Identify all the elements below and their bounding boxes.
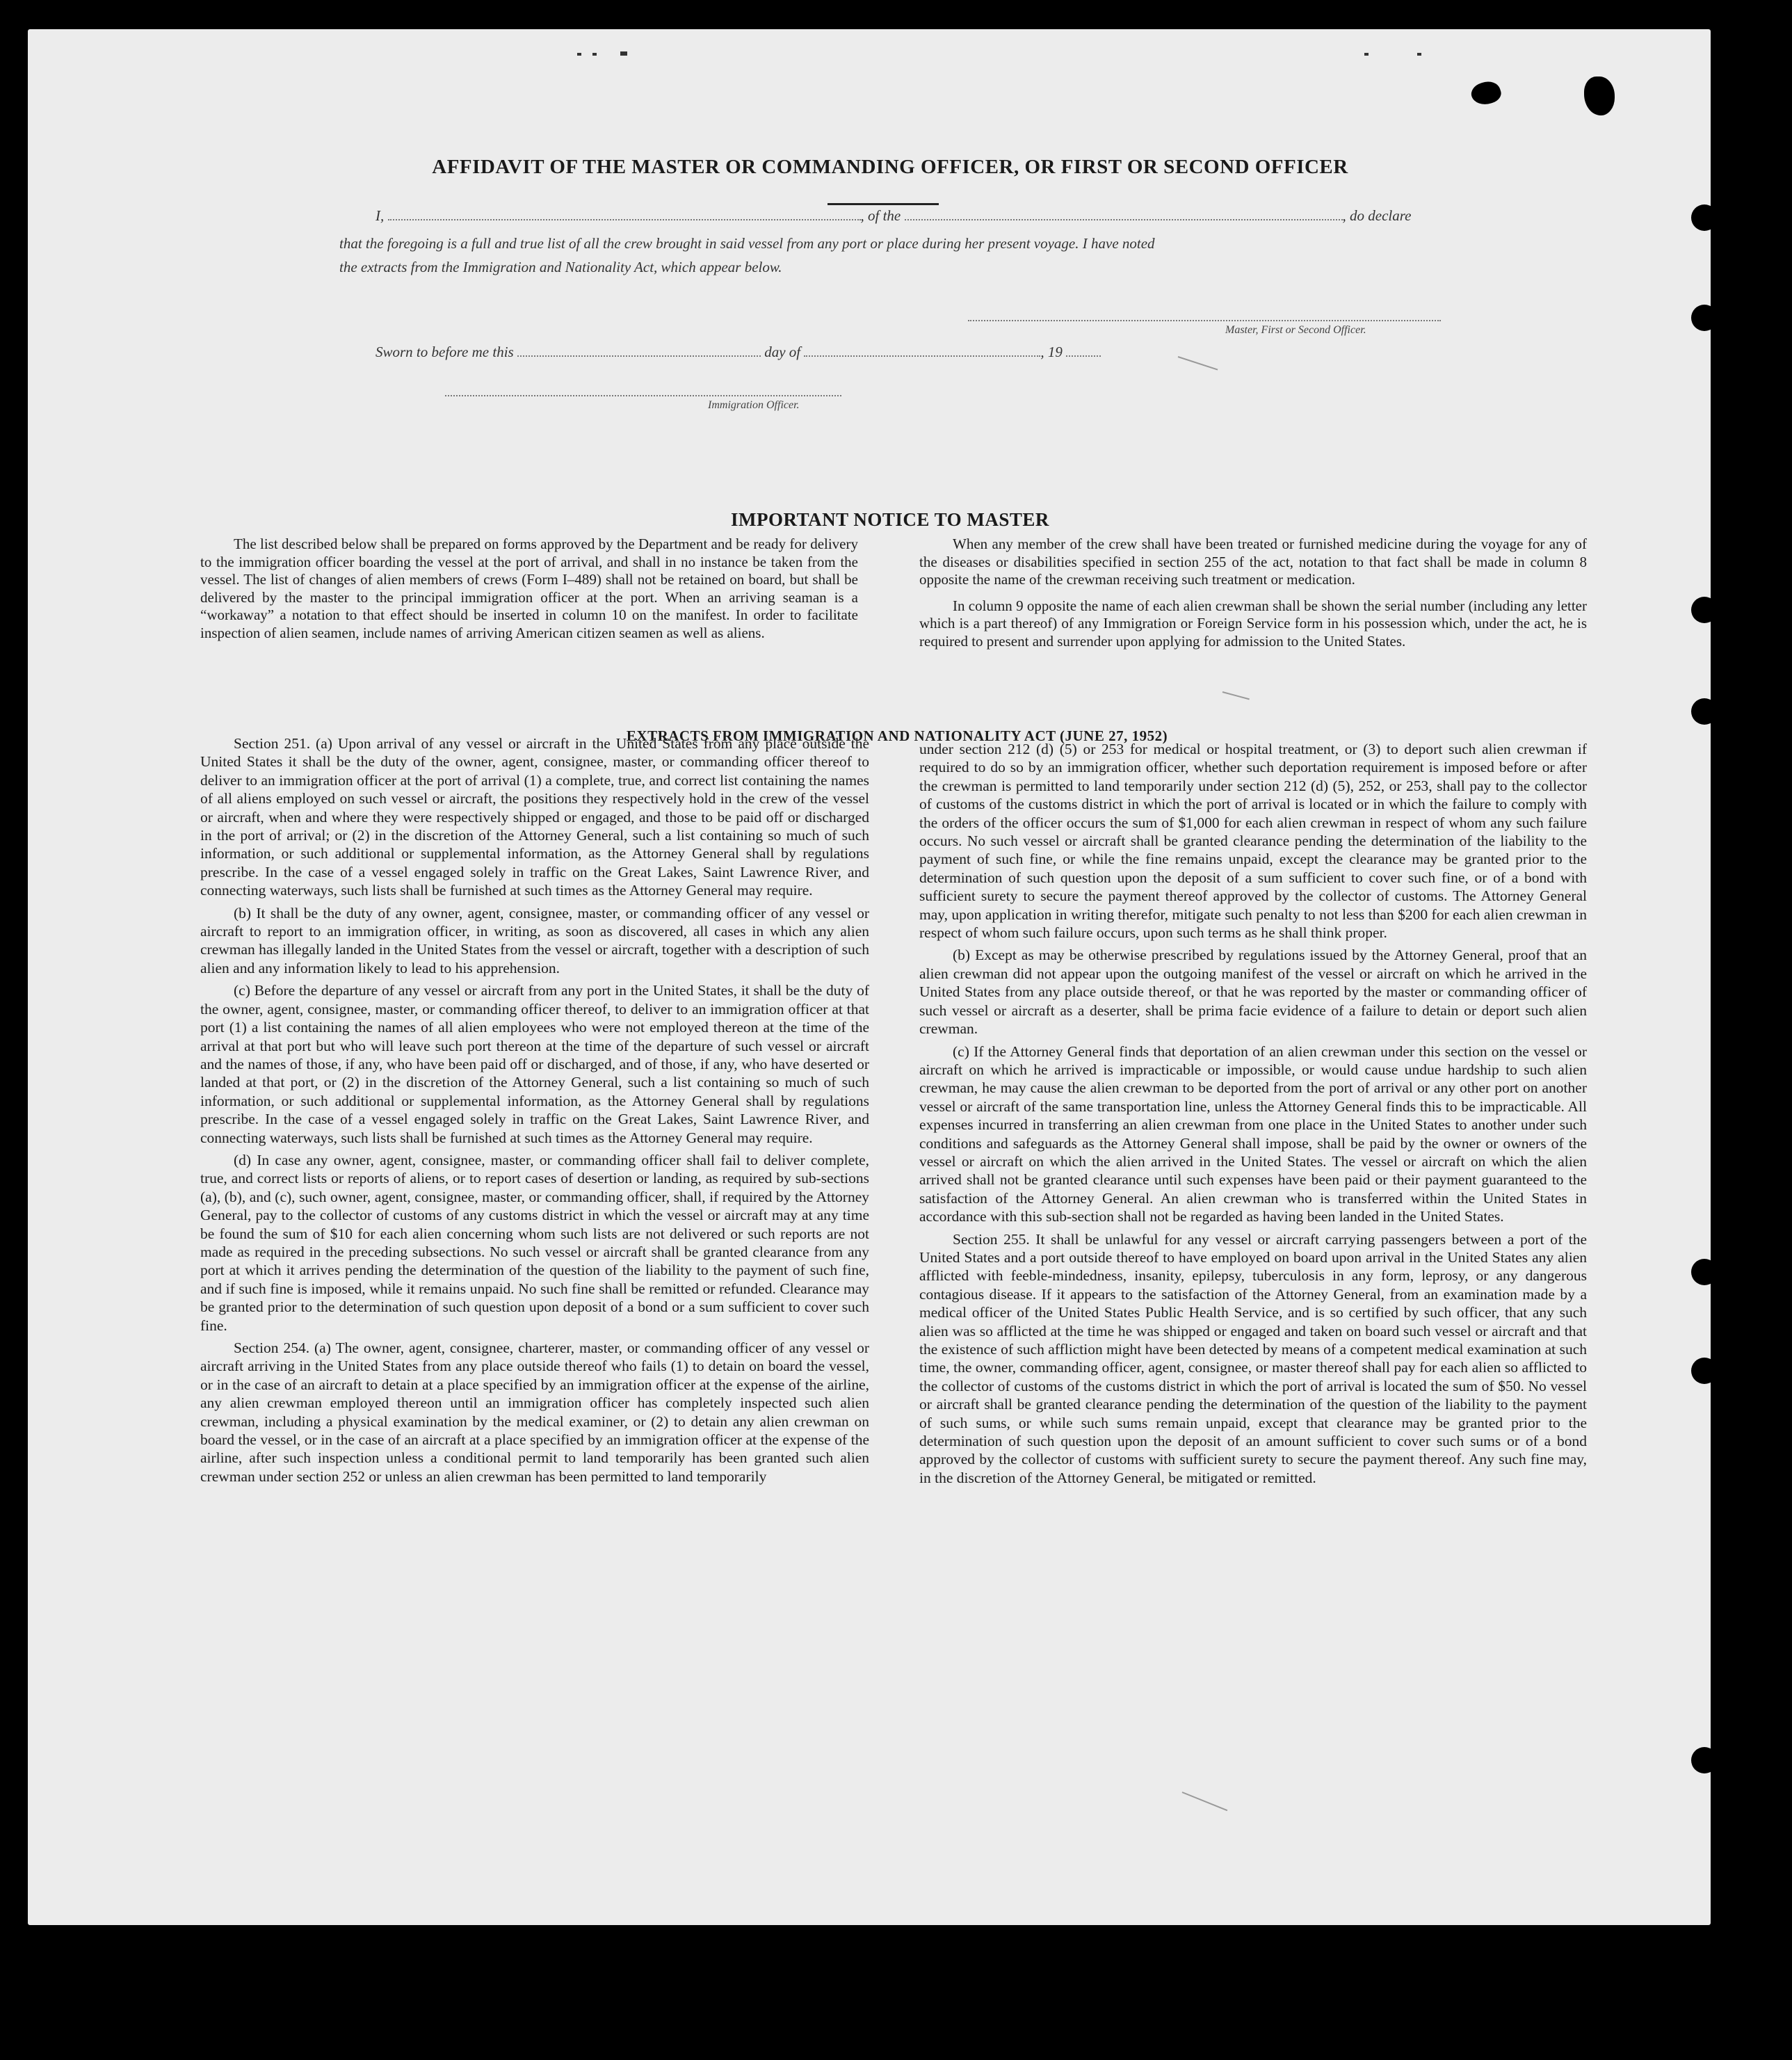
- notice-title: IMPORTANT NOTICE TO MASTER: [731, 509, 1049, 530]
- title-divider: [828, 203, 939, 205]
- notice-paragraph: The list described below shall be prepared on forms approved by the Department and be ready for delivery to the immigration officer boarding the vessel at the port of arrival, and shall in no instance be taken from the vessel. The list of changes of alien members of crews (Form I–489) shall not be retained on board, but shall be delivered by the master to the principal immigration officer at the port. When an arriving seaman is a “workaway” a notation to that effect should be inserted in column 10 on the manifest. In order to facilitate inspection of alien seamen, include names of arriving American citizen seamen as well as aliens.: [200, 536, 858, 641]
- notice-left-column: [200, 536, 858, 646]
- notice-right-column: [919, 536, 1587, 654]
- scan-mark: [1364, 53, 1369, 56]
- master-signature-caption: Master, First or Second Officer.: [1225, 324, 1366, 336]
- extract-paragraph: Section 251. (a) Upon arrival of any vessel or aircraft in the United States from any place outside the United States it shall be the duty of the owner, agent, consignee, master, or commanding officer thereof to deliver to an immigration officer at the port of arrival (1) a complete, true, and correct list containing the names of all aliens employed on such vessel or aircraft, the positions they respectively hold in the crew of the vessel or aircraft, when and where they were respectively shipped or engaged, and those to be paid off or discharged in the port of arrival; or (2) in the discretion of the Attorney General, such a list containing so much of such information, or such additional or supplemental information, as the Attorney General shall by regulations prescribe. In the case of a vessel engaged solely in traffic on the Great Lakes, Saint Lawrence River, and connecting waterways, such lists shall be furnished at such times as the Attorney General may require.: [200, 735, 869, 899]
- punch-hole: [1691, 1358, 1711, 1384]
- sworn-label: Sworn to before me this: [376, 344, 514, 360]
- extracts-left-column: [200, 734, 869, 1490]
- ink-blot: [1469, 78, 1503, 108]
- notice-paragraph: When any member of the crew shall have been treated or furnished medicine during the voyage for any of the diseases or disabilities specified in section 255 of the act, notation to that fact shall be made in column 8 opposite the name of the crewman receiving such treatment or medication.: [919, 536, 1587, 588]
- year-label: , 19: [1040, 344, 1063, 360]
- scan-scratch: [1222, 691, 1250, 700]
- scan-mark: [592, 53, 597, 56]
- master-signature-line: [968, 320, 1441, 321]
- punch-hole: [1691, 204, 1711, 231]
- extracts-right-column: [919, 740, 1587, 1491]
- sworn-month-blank: [804, 344, 1040, 357]
- scan-mark: [577, 53, 581, 56]
- extracts-title: EXTRACTS FROM IMMIGRATION AND NATIONALITY ACT (JUNE 27, 1952): [626, 727, 1168, 744]
- punch-hole: [1691, 597, 1711, 623]
- scan-mark: [1417, 53, 1421, 56]
- extract-paragraph: (b) It shall be the duty of any owner, agent, consignee, master, or commanding officer of any vessel or aircraft to report to an immigration officer, in writing, as soon as discovered, all cases in which any alien crewman has illegally landed in the United States from the vessel or aircraft, together with a description of such alien and any information likely to lead to his apprehension.: [200, 904, 869, 976]
- affidavit-declaration-line: [376, 207, 1411, 225]
- scan-scratch: [1178, 356, 1218, 370]
- punch-hole: [1691, 698, 1711, 725]
- name-blank: [388, 208, 861, 220]
- affidavit-of-the-label: , of the: [860, 207, 901, 224]
- sworn-year-blank: [1066, 344, 1101, 357]
- sworn-line: [376, 344, 1101, 361]
- scanned-document-page: [28, 29, 1711, 1925]
- scan-scratch: [1182, 1792, 1228, 1811]
- extract-paragraph: (c) If the Attorney General finds that deportation of an alien crewman under this section on the vessel or aircraft on which he arrived is impracticable or impossible, or would cause undue hardship to such alien crewman, he may cause the alien crewman to be deported from the port of arrival or any other port on another vessel or aircraft of the same transportation line, unless the Attorney General finds this to be impracticable. All expenses incurred in transferring an alien crewman from one place in the United States to another under such conditions and safeguards as the Attorney General shall impose, shall be paid by the owner or owners of the vessel or aircraft on which the alien arrived in the United States. The vessel or aircraft on which the alien arrived shall not be granted clearance until such expenses have been paid or their payment guaranteed to the satisfaction of the Attorney General. An alien crewman who is transferred within the United States in accordance with this sub-section shall not be regarded as having been landed in the United States.: [919, 1043, 1587, 1225]
- ink-blot: [1584, 77, 1615, 115]
- extract-paragraph: Section 255. It shall be unlawful for any vessel or aircraft carrying passengers between a port of the United States and a port outside thereof to have employed on board upon arrival in the United States any alien afflicted with feeble-mindedness, insanity, epilepsy, tuberculosis in any form, leprosy, or any dangerous contagious disease. If it appears to the satisfaction of the Attorney General, from an examination made by a medical officer of the United States Public Health Service, and is so certified by such officer, that any such alien was so afflicted at the time he was shipped or engaged and taken on board such vessel or aircraft and that the existence of such affliction might have been detected by means of a competent medical examination at such time, the owner, commanding officer, agent, consignee, or master thereof shall pay for each alien so afflicted to the collector of customs of the customs district in which the port of arrival is located the sum of $50. No vessel or aircraft shall be granted clearance pending the determination of the question of the liability to the payment of such sums, or while such sums remain unpaid, except that clearance may be granted prior to the determination of such question upon the deposit of an amount sufficient to cover such sums or of a bond approved by the collector of customs with sufficient surety to secure the payment thereof. Any such fine may, in the discretion of the Attorney General, be mitigated or remitted.: [919, 1230, 1587, 1486]
- extract-paragraph: (b) Except as may be otherwise prescribed by regulations issued by the Attorney General, proof that an alien crewman did not appear upon the outgoing manifest of the vessel or aircraft on which he arrived in the United States from any place outside thereof, or that he was reported by the master or commanding officer of such vessel or aircraft as a deserter, shall be prima facie evidence of a failure to detain or deport such alien crewman.: [919, 947, 1587, 1038]
- extract-paragraph: (c) Before the departure of any vessel or aircraft from any port in the United States, it shall be the duty of the owner, agent, consignee, master, or commanding officer thereof, to deliver to an immigration officer at that port (1) a list containing the names of all alien employees who were not employed thereon at the time of the arrival at that port but who will leave such port thereon at the time of the departure of such vessel or aircraft and the names of those, if any, who have been paid off or discharged, and of those, if any, who have deserted or landed at that port, or (2) in the discretion of the Attorney General, such a list containing so much of such information, or such additional or supplemental information, as the Attorney General shall by regulations prescribe. In the case of a vessel engaged solely in traffic on the Great Lakes, Saint Lawrence River, and connecting waterways, such lists shall be furnished at such times as the Attorney General may require.: [200, 982, 869, 1146]
- affidavit-i-label: I,: [376, 207, 385, 224]
- affidavit-statement-line: that the foregoing is a full and true list of all the crew brought in said vessel from any port or place during her present voyage. I have noted: [339, 235, 1155, 252]
- affidavit-title: AFFIDAVIT OF THE MASTER OR COMMANDING OFFICER, OR FIRST OR SECOND OFFICER: [432, 156, 1348, 178]
- vessel-blank: [905, 208, 1343, 220]
- day-of-label: day of: [764, 344, 801, 360]
- sworn-day-blank: [517, 344, 761, 357]
- scan-mark: [620, 51, 627, 56]
- punch-hole: [1691, 1259, 1711, 1285]
- affidavit-do-declare-label: , do declare: [1342, 207, 1412, 224]
- extract-paragraph: under section 212 (d) (5) or 253 for medical or hospital treatment, or (3) to deport such alien crewman if required to do so by an immigration officer, whether such deportation requirement is imposed before or after the crewman is permitted to land temporarily under section 212 (d) (5), 252, or 253, shall pay to the collector of customs of the customs district in which the port of arrival is located or in which the failure to comply with the orders of the officer occurs the sum of $1,000 for each alien crewman in respect of whom any such failure occurs. No such vessel or aircraft shall be granted clearance pending the determination of the liability to the payment of such fine, or while the fine remains unpaid, except the clearance may be granted prior to the determination of such question upon the deposit of a sum sufficient to cover such fine, or of a bond with sufficient surety to secure the payment thereof approved by the collector of customs. The Attorney General may, upon application in writing therefor, mitigate such penalty to not less than $200 for each alien crewman in respect of whom such failure occurs, upon such terms as he shall think proper.: [919, 741, 1587, 942]
- punch-hole: [1691, 305, 1711, 331]
- officer-signature-caption: Immigration Officer.: [708, 399, 800, 411]
- officer-signature-line: [445, 395, 841, 396]
- extract-paragraph: Section 254. (a) The owner, agent, consignee, charterer, master, or commanding officer of any vessel or aircraft arriving in the United States from any place outside thereof who fails (1) to detain on board the vessel, or in the case of an aircraft to detain at a place specified by an immigration officer at the expense of the airline, any alien crewman employed thereon until an immigration officer has completely inspected such alien crewman, including a physical examination by the medical examiner, or (2) to detain any alien crewman on board the vessel, or in the case of an aircraft at a place specified by an immigration officer at the expense of the airline, after such inspection unless a conditional permit to land temporarily has been granted such alien crewman under section 252 or unless an alien crewman has been permitted to land temporarily: [200, 1339, 869, 1485]
- affidavit-statement-line-2: the extracts from the Immigration and Nationality Act, which appear below.: [339, 259, 782, 275]
- extract-paragraph: (d) In case any owner, agent, consignee, master, or commanding officer shall fail to deliver complete, true, and correct lists or reports of aliens, or to report cases of desertion or landing, as required by sub-sections (a), (b), and (c), such owner, agent, consignee, master, or commanding officer, shall, if required by the Attorney General, pay to the collector of customs of any customs district in which the vessel or aircraft may at any time be found the sum of $10 for each alien concerning whom such lists are not delivered or such reports are not made as required in the preceding subsections. No such vessel or aircraft shall be granted clearance from any port at which it arrives pending the determination of the question of the liability to the payment of such fine, and if such fine is imposed, while it remains unpaid. No such fine shall be remitted or refunded. Clearance may be granted prior to the determination of such question upon deposit of a bond or a sum sufficient to cover such fine.: [200, 1151, 869, 1334]
- notice-paragraph: In column 9 opposite the name of each alien crewman shall be shown the serial number (including any letter which is a part thereof) of any Immigration or Foreign Service form in his possession which, under the act, he is required to present and surrender upon applying for admission to the United States.: [919, 597, 1587, 650]
- punch-hole: [1691, 1747, 1711, 1773]
